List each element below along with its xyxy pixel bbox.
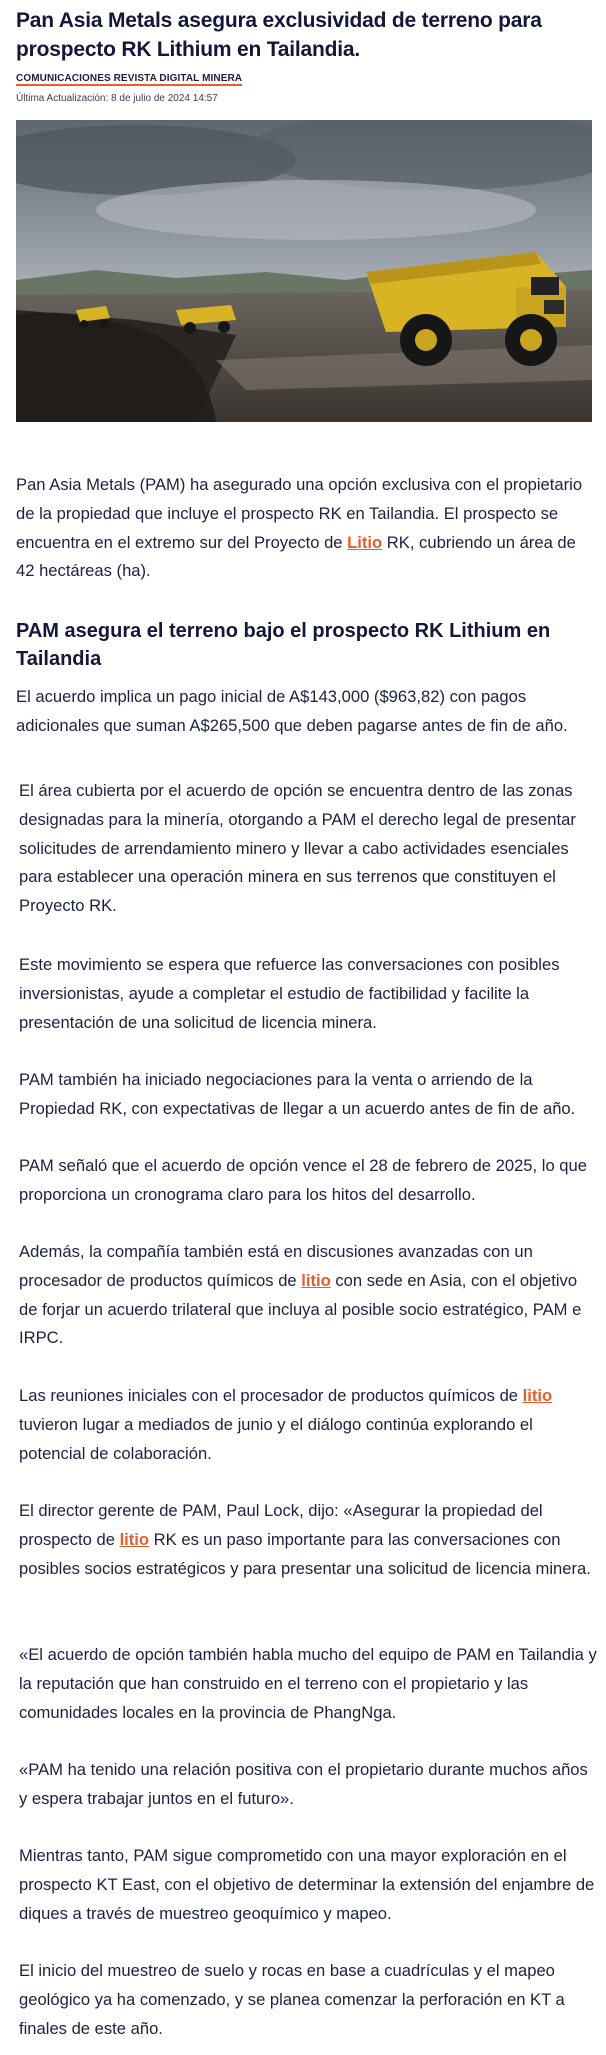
paragraph-text: tuvieron lugar a mediados de junio y el diálogo continúa explorando el potencial de colaboración. xyxy=(19,1414,533,1463)
paragraph-option-expiry: PAM señaló que el acuerdo de opción vence el 28 de febrero de 2025, lo que proporciona un cronograma claro para los hitos del desarrollo. xyxy=(19,1156,587,1204)
paragraph-text: El director gerente de PAM, Paul Lock, dijo: «Asegurar la propiedad del prospecto de xyxy=(19,1501,543,1549)
last-updated: Última Actualización: 8 de julio de 2024 14:57 xyxy=(16,93,218,104)
paragraph-text: con sede en Asia, con el objetivo de forjar un acuerdo trilateral que incluya al posible socio estratégico, PAM e IRPC. xyxy=(19,1270,582,1348)
paragraph-payment: El acuerdo implica un pago inicial de A$143,000 ($963,82) con pagos adicionales que suman A$265,500 que deben pagarse antes de fin de año. xyxy=(16,687,568,735)
hero-image xyxy=(16,120,592,422)
paragraph-director-quote xyxy=(19,1497,597,1583)
lithium-link[interactable]: litio xyxy=(301,1270,331,1290)
paragraph-relationship-quote: «PAM ha tenido una relación positiva con el propietario durante muchos años y espera trabajar juntos en el futuro». xyxy=(19,1760,588,1808)
paragraph-investors: Este movimiento se espera que refuerce las conversaciones con posibles inversionistas, ayude a completar el estudio de factibilidad y facilite la presentación de una solicitud de licencia minera. xyxy=(19,955,560,1032)
lithium-link[interactable]: litio xyxy=(119,1529,150,1549)
lithium-link[interactable]: Litio xyxy=(347,532,383,552)
paragraph-sampling: El inicio del muestreo de suelo y rocas en base a cuadrículas y el mapeo geológico ya ha comenzado, y se planea comenzar la perforación en KT a finales de este año. xyxy=(19,1961,565,2038)
section-heading: PAM asegura el terreno bajo el prospecto RK Lithium en Tailandia xyxy=(16,620,551,670)
paragraph-team-quote: «El acuerdo de opción también habla mucho del equipo de PAM en Tailandia y la reputación que han construido en el terreno con el propietario y las comunidades locales en la provincia de PhangNga. xyxy=(19,1645,597,1722)
paragraph-intro xyxy=(16,471,596,586)
paragraph-negotiations: PAM también ha iniciado negociaciones para la venta o arriendo de la Propiedad RK, con expectativas de llegar a un acuerdo antes de fin de año. xyxy=(19,1070,576,1118)
paragraph-mining-zones: El área cubierta por el acuerdo de opción se encuentra dentro de las zonas designadas para la minería, otorgando a PAM el derecho legal de presentar solicitudes de arrendamiento minero y llevar a cabo actividades esenciales para establecer una operación minera en sus terrenos que constituyen el Proyecto RK. xyxy=(19,781,576,916)
lithium-link[interactable]: litio xyxy=(522,1386,553,1405)
paragraph-exploration: Mientras tanto, PAM sigue comprometido con una mayor exploración en el prospecto KT East, con el objetivo de determinar la extensión del enjambre de diques a través de muestreo geoquímico y mapeo. xyxy=(19,1846,595,1923)
paragraph-processor xyxy=(19,1238,597,1353)
author-link[interactable]: COMUNICACIONES REVISTA DIGITAL MINERA xyxy=(16,73,243,84)
paragraph-text: Pan Asia Metals (PAM) ha asegurado una opción exclusiva con el propietario de la propiedad que incluye el prospecto RK en Tailandia. El prospecto se encuentra en el extremo sur del Proyecto de xyxy=(16,475,583,552)
paragraph-text: RK, cubriendo un área de 42 hectáreas (ha). xyxy=(16,532,576,581)
paragraph-text: Las reuniones iniciales con el procesador de productos químicos de xyxy=(19,1386,523,1405)
article-title: Pan Asia Metals asegura exclusividad de terreno para prospecto RK Lithium en Tailandia. xyxy=(16,9,542,61)
paragraph-meetings xyxy=(19,1382,597,1468)
mining-trucks-image-icon xyxy=(16,120,592,422)
paragraph-text: RK es un paso importante para las conversaciones con posibles socios estratégicos y para presentar una solicitud de licencia minera. xyxy=(19,1529,591,1578)
paragraph-text: Además, la compañía también está en discusiones avanzadas con un procesador de productos químicos de xyxy=(19,1242,533,1290)
